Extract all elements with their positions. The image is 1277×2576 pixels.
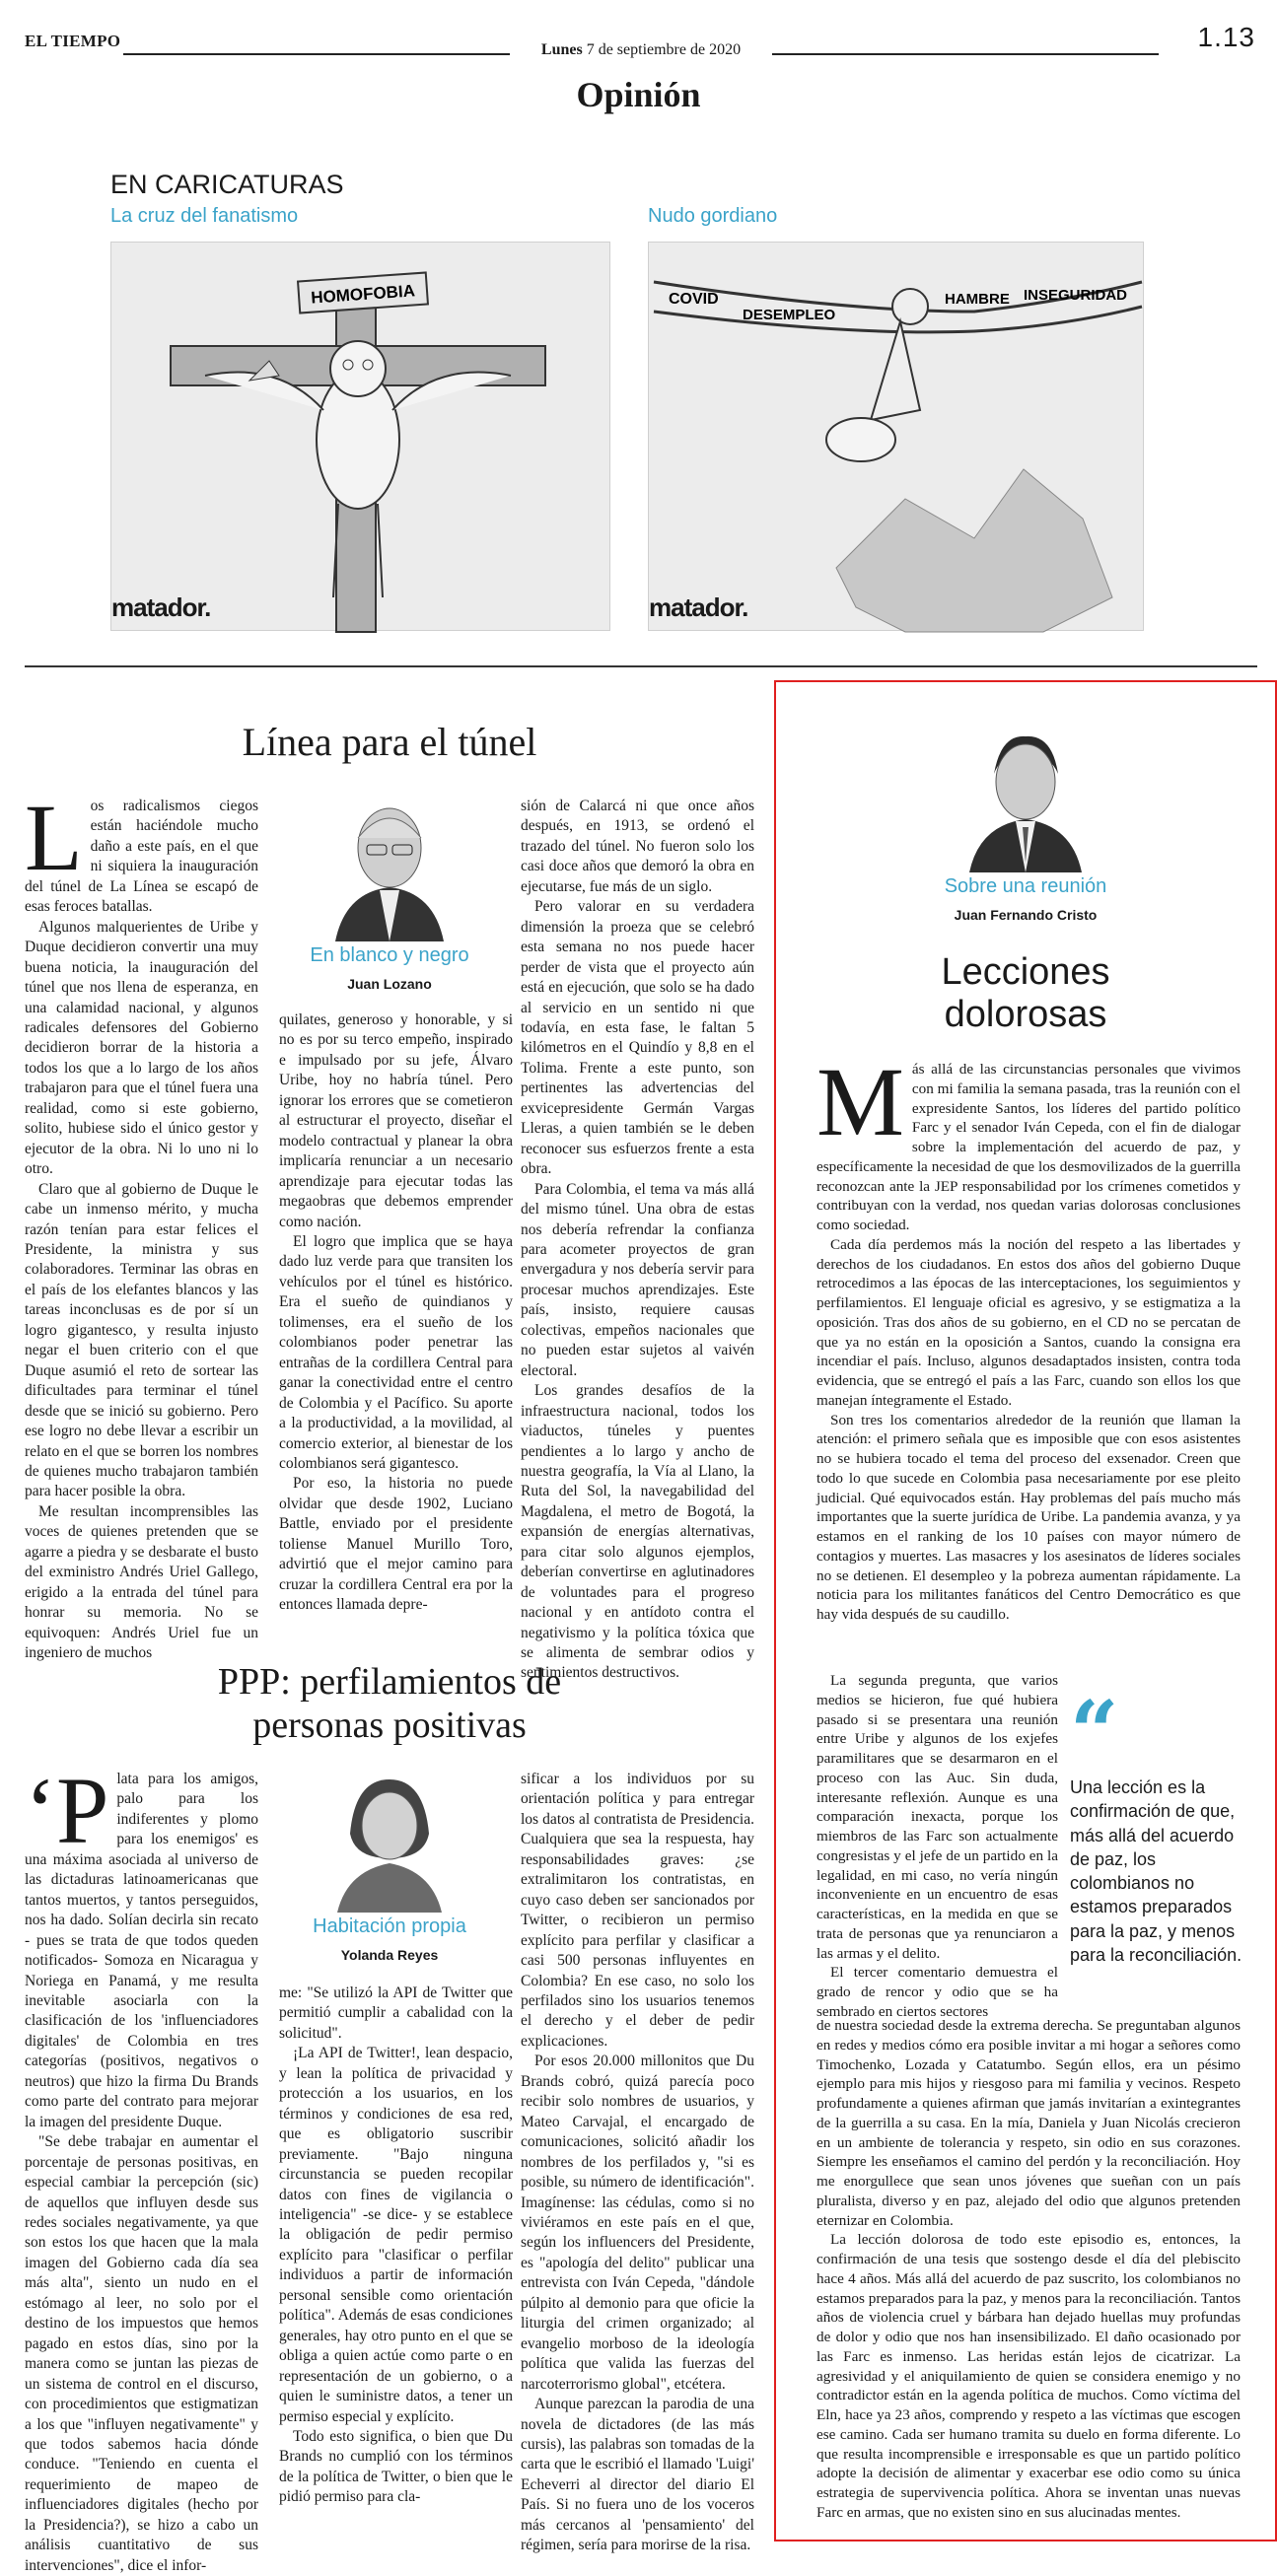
cartoon-word-inseguridad: INSEGURIDAD: [1024, 287, 1128, 304]
article2-paragraph: me: "Se utilizó la API de Twitter que permitió cumplir a cabalidad con la solicitud".: [279, 1984, 513, 2042]
article2-title: [25, 1661, 754, 1747]
article1-column1: [25, 785, 258, 1664]
article3-title: [804, 951, 1247, 1035]
cartoon-word-hambre: HAMBRE: [945, 291, 1010, 308]
article3-paragraph: de nuestra sociedad desde la extrema derecha. Se preguntaban algunos en redes y medios cómo era posible invitar a mi hogar a señores como Timochenko, Lozada y Catatumbo. Según ellos, era un pésimo ejemplo para mis hijos y riesgoso para mi familia y vecinos. Respeto profundamente a quienes afirman que jamás invitarían a exintegrantes de la guerrilla a su casa. En la mía, Daniela y Juan Nicolás crecieron en un ambiente de tolerancia y respeto, sin odio en sus corazones. Siempre les enseñamos el camino del perdón y la reconciliación. Hoy me enorgullece que sean unos jóvenes que sueñan con un país pluralista, diverso y en paz, alejado del odio que algunos pretenden eternizar en Colombia.: [816, 2017, 1241, 2229]
cartoon-right-title: Nudo gordiano: [648, 205, 778, 227]
article1-paragraph: Pero valorar en su verdadera dimensión la proeza que se celebró esta semana no nos puede hacer perder de vista que el proyecto aún está en ejecución, que solo se ha dado al servicio en un sentido ni que todavía, en esta fase, le faltan 5 kilómetros en el Quindío y 8,8 en el Tolima. Frente a este punto, son pertinentes las advertencias del exvicepresidente Germán Vargas Lleras, a quien también se le deben reconocer sus esfuerzos frente a esta obra.: [521, 898, 754, 1178]
section-divider: [25, 665, 1257, 667]
article2-title-line2: personas positivas: [252, 1704, 527, 1746]
article1-title: Línea para el túnel: [242, 720, 537, 764]
cartoon-right-signature: matador.: [649, 592, 748, 622]
pull-quote-text: Una lección es la confirmación de que, más allá del acuerdo de paz, los colombianos no estamos preparados para la paz, y menos para la reconciliación.: [1070, 1777, 1242, 1966]
quote-mark-icon: “: [1070, 1683, 1119, 1782]
article2-paragraph: lata para los amigos, palo para los indiferentes y plomo para los enemigos' es una máxima asociada al universo de las dictaduras latinoamericanas que tantos muertos, y tantos perseguidos, nos ha dado. Solían decirla sin recato - pues se trata de que todos queden notificados- Somoza en Nicaragua y Noriega en Panamá, y me resulta inevitable asociarla con la clasificación de los 'influenciadores digitales' de Colombia en tres categorías (positivos, negativos o neutros) que hizo la firma Du Brands como parte del contrato para mejorar la imagen del presidente Duque.: [25, 1771, 258, 2130]
article1-paragraph: os radicalismos ciegos están haciéndole mucho daño a este país, en el que ni siquiera la inauguración del túnel de La Línea se escapó de esas feroces batallas.: [25, 798, 258, 916]
article3-paragraph: La segunda pregunta, que varios medios se hicieron, fue qué hubiera pasado si se presentara una reunión entre Uribe y algunos de los exjefes paramilitares que se desarmaron en el proceso con las Auc. Sin duda, interesante reflexión. Aunque es una comparación inexacta, porque los miembros de las Farc son actualmente congresistas y el jefe de un partido en la legalidad, en mi caso, no vería ningún inconveniente en un encuentro de esas características, en la medida en que se trata de personas que ya renunciaron a las armas y el delito.: [816, 1672, 1058, 1962]
article1-paragraph: Los grandes desafíos de la infraestructura nacional, todos los viaductos, túneles y puentes pendientes a lo largo y ancho de nuestra geografía, la Vía al Llano, la Ruta del Sol, la navegabilidad del Magdalena, el metro de Bogotá, la expansión de energías alternativas, para citar solo algunos ejemplos, deberían convertirse en aglutinadores de voluntades para el progreso nacional y en antídoto contra el negativismo y la política tóxica que se alimenta de sembrar odios y sentimientos destructivos.: [521, 1382, 754, 1682]
cartoons-heading: EN CARICATURAS: [110, 170, 344, 199]
article1-paragraph: Me resultan incomprensibles las voces de quienes pretenden que se agarre a piedra y se desbarate el busto del exministro Andrés Uriel Gallego, erigido a la entrada del túnel para honrar su memoria. No se equivoquen: Andrés Uriel fue un ingeniero de muchos: [25, 1502, 258, 1662]
article3-title-line2: dolorosas: [944, 993, 1107, 1035]
article1-paragraph: Por eso, la historia no puede olvidar que desde 1902, Luciano Battle, enviado por el presidente toliense Manuel Murillo Toro, advirtió que el mejor camino para cruzar la cordillera Central era por la entonces llamada depre-: [279, 1475, 513, 1614]
article1-paragraph: quilates, generoso y honorable, y si no es por su terco empeño, inspirado e impulsado por su jefe, Álvaro Uribe, hoy no habría túnel. Pero ignorar los errores que se cometieron al estructurar el proyecto, diseñar el modelo contractual y planear la obra implicaría renunciar a un necesario aprendizaje para ejecutar todas las megaobras que debemos emprender como nación.: [279, 1011, 513, 1230]
article2-dropcap: ‘P: [25, 1758, 109, 1863]
cartoon-left-signature: matador.: [111, 592, 211, 622]
article1-paragraph: Para Colombia, el tema va más allá del mismo túnel. Una obra de estas nos debería refrendar la confianza para acometer proyectos de gran envergadura y nos debería servir para procesar muchos aprendizajes. Este país, insisto, requiere causas colectivas, empeños nacionales que no pueden estar sujetos al vaivén electoral.: [521, 1180, 754, 1379]
article1-column3: [521, 797, 754, 1682]
date-text: 7 de septiembre de 2020: [586, 41, 742, 58]
article2-title-line1: PPP: perfilamientos de: [217, 1661, 562, 1703]
date-day: Lunes: [540, 41, 583, 58]
masthead-rule-right: [772, 53, 1159, 55]
article1-dropcap: L: [25, 785, 83, 890]
article2-column1: [25, 1758, 258, 2574]
cartoon-sign: HOMOFOBIA: [310, 281, 416, 308]
masthead: [25, 22, 1257, 58]
cartoon-word-desempleo: DESEMPLEO: [743, 307, 836, 323]
cartoon-right: [648, 242, 1144, 631]
cartoon-word-covid: COVID: [669, 291, 719, 308]
cartoon-left-title: La cruz del fanatismo: [110, 205, 299, 227]
article3-body-top: [816, 1047, 1241, 1671]
article1-column2: [279, 1010, 513, 1664]
author-photo-juan-fernando-cristo: [961, 725, 1090, 872]
article1-author: Juan Lozano: [347, 976, 432, 992]
article3-title-line1: Lecciones: [941, 951, 1110, 993]
article3-column-name: Sobre una reunión: [944, 875, 1107, 897]
cartoon-left: [110, 242, 610, 631]
newspaper-logo: EL TIEMPO: [25, 32, 121, 50]
article3-paragraph: Cada día perdemos más la noción del respeto a las libertades y derechos de los ciudadanos. En estos dos años del gobierno Duque retrocedimos a las épocas de las interceptaciones, los seguimientos y perfilamientos. El lenguaje oficial es agresivo, y se estigmatiza a la oposición. Tras dos años de su gobierno, en el CD no se percatan de que ya no están en la oposición a Santos, cuando la consigna era incendiar el país. Incluso, algunos desadaptados insisten, contra toda evidencia, que se entregó el país a las Farc, cuando son ellos los que manejan íntegramente el Estado.: [816, 1235, 1241, 1409]
article3-paragraph: El tercer comentario demuestra el grado de rencor y odio que se ha sembrado en ciertos sectores: [816, 1964, 1058, 2020]
article2-paragraph: Aunque parezcan la parodia de una novela de dictadores (de las más cursis), las palabras son tomadas de la carta que le escribió el llamado 'Luigi' Echeverri al director del diario El País. Si no fuera uno de los voceros más cercanos al 'pensamiento' del régimen, sería para morirse de la risa.: [521, 2396, 754, 2554]
article2-paragraph: Por esos 20.000 millonitos que Du Brands cobró, quizá parecía poco recibir solo nombres de usuarios, y Mateo Carvajal, el encargado de comunicaciones, solicitó añadir los nombres de los perfilados y, "si es posible, su número de identificación". Imagínense: las cédulas, como si no viviéramos en este país en el que, según los influencers del Presidente, es "apología del delito" publicar una entrevista con Iván Cepeda, "dándole púlpito al demonio para que oficie la liturgia del crimen organizado; al evangelio morboso de la ideología política que valida las fuerzas del narcoterrorismo global", etcétera.: [521, 2053, 754, 2393]
author-photo-yolanda-reyes: [325, 1765, 454, 1913]
article1-paragraph: Algunos malquerientes de Uribe y Duque decidieron convertir una muy buena noticia, la inauguración del túnel que nos llena de esperanza, en una calamidad nacional, y algunos radicales defensores del Gobierno decidieron borrar de la historia a todos los que a lo largo de los años trabajaron para que el túnel fuera una realidad, como si este gobierno, solito, hubiese sido el único gestor y ejecutor de la obra. Ni lo uno ni lo otro.: [25, 918, 258, 1178]
author-photo-juan-lozano: [325, 794, 454, 941]
article3-body-bottom: [816, 2016, 1241, 2537]
article2-paragraph: Todo esto significa, o bien que Du Brands no cumplió con los términos de la política de Twitter, o bien que le pidió permiso para cla-: [279, 2427, 513, 2506]
article3-author: Juan Fernando Cristo: [954, 907, 1098, 923]
dateline: [25, 41, 1257, 59]
article3-dropcap: M: [816, 1047, 904, 1156]
article2-paragraph: sificar a los individuos por su orientación política y para entregar los datos al contratista de Presidencia. Cualquiera que sea la respuesta, hay responsabilidades graves: ¿se extralimitaron los contratistas, en cuyo caso deben ser sancionados por Twitter, o recibieron un permiso explícito para perfilar y clasificar a casi 500 personas influyentes en Colombia? En ese caso, no solo los perfilados sino los usuarios tenemos el derecho y el deber de pedir explicaciones.: [521, 1771, 754, 2050]
article1-paragraph: sión de Calarcá ni que once años después, en 1913, se ordenó el trazado del túnel. No fueron solo los casi doce años que demoró la obra en ejecutarse, fue más de un siglo.: [521, 798, 754, 895]
crucified-figure-illustration: [111, 243, 611, 632]
page-number: 1.13: [1197, 22, 1255, 52]
article1-column-name: En blanco y negro: [310, 944, 469, 966]
article3-paragraph: Son tres los comentarios alrededor de la reunión que llaman la atención: el primero señala que es imposible que con esos asistentes no se hubiera tocado el tema del proceso del exsenador. Creen que todo lo que sucede en Colombia pasa necesariamente por ese pleito judicial. Qué equivocados están. Hay problemas del país mucho más importantes que la suerte jurídica de Uribe. La pandemia avanza, y ya estamos en el ranking de los 10 países con mayor número de contagios y muertes. Las masacres y los asesinatos de líderes sociales no se detienen. El desempleo y la pobreza aumentan rápidamente. La noticia para los militantes fanáticos del Centro Democrático es que hay vida después de su caudillo.: [816, 1411, 1241, 1623]
article3-body-wrap: [816, 1671, 1058, 2020]
gordian-knot-illustration: [649, 243, 1145, 632]
article1-paragraph: El logro que implica que se haya dado luz verde para que transiten los vehículos por el túnel es histórico. Era el sueño de quindianos y tolimenses, era el sueño de los colombianos poder penetrar las entrañas de la cordillera Central para ganar la conectividad entre el centro de Colombia y el Pacífico. Su aporte a la productividad, a la movilidad, al comercio exterior, al bienestar de los colombianos será gigantesco.: [279, 1232, 513, 1472]
article3-paragraph: La lección dolorosa de todo este episodio es, entonces, la confirmación de una tesis que sostengo desde el día del plebiscito hace 4 años. Más allá del acuerdo de paz suscrito, los colombianos no estamos preparados para la paz, y menos para la reconciliación. Tantos años de violencia cruel y bárbara han dejado huellas muy profundas de dolor y odio que nos han insensibilizado. El daño ocasionado por las Farc es inmenso. Las heridas están lejos de cicatrizar. La agresividad y el aniquilamiento de quien se considera enemigo y no contradictor están en la agenda política de muchos. Como víctima del Eln, hace ya 23 años, comprendo y respeto a las víctimas que escogen ese camino. Cada ser humano tramita su duelo en forma diferente. Lo que resulta incomprensible e irresponsable es que un partido político adopte la decisión de alimentar y exacerbar ese odio como su única estrategia de supervivencia política. Ahora se inventan unas nuevas Farc en armas, que no existen sino en sus alucinadas mentes.: [816, 2231, 1241, 2521]
pull-quote: [1070, 1683, 1247, 1967]
article2-column-name: Habitación propia: [313, 1915, 466, 1937]
article2-paragraph: "Se debe trabajar en aumentar el porcentaje de personas positivas, en especial cambiar la percepción (sic) de aquellos que influyen desde sus redes sociales negativamente, ya que son estos los que hacen que la mala imagen del Gobierno cada día sea más alta", siento un nudo en el estómago al leer, no solo por el destino de los impuestos que hemos pagado en estos días, sino por la manera como se juntan las piezas de un sistema de control en el discurso, con procedimientos que estigmatizan a los que "influyen negativamente" y que todos sabemos hacia dónde conduce. "Teniendo en cuenta el requerimiento de mapeo de influenciadores digitales (hecho por la Presidencia?), se hizo a cabo un análisis cuantitativo de sus intervenciones", dice el infor-: [25, 2133, 258, 2574]
article2-paragraph: ¡La API de Twitter!, lean despacio, y lean la política de privacidad y protección a los usuarios, en los términos y condiciones de esa red, que es obligatorio suscribir previamente. "Bajo ninguna circunstancia se pueden recopilar datos con fines de vigilancia o inteligencia" -se dice- y se establece la obligación de pedir permiso explícito para "clasificar o perfilar individuos a partir de información personal sensible como orientación política". Además de esas condiciones generales, hay otro punto en el que se obliga a quien actúe como parte o en representación de un gobierno, o a quien le suministre datos, a tener un permiso especial y explícito.: [279, 2045, 513, 2425]
article3-paragraph: ás allá de las circunstancias personales que vivimos con mi familia la semana pasada, tras la reunión con el expresidente Santos, los líderes del partido político Farc y el senador Iván Cepeda, con el fin de dialogar sobre la implementación del acuerdo de paz, y específicamente la necesidad de que los desmovilizados de la guerrilla reconozcan ante la JEP responsabilidad por los crímenes cometidos y contribuyan con la verdad, nos quedan varias dolorosas conclusiones como sociedad.: [816, 1061, 1241, 1233]
article2-column2: [279, 1984, 513, 2537]
article2-author: Yolanda Reyes: [340, 1947, 439, 1963]
section-title: Opinión: [576, 75, 701, 114]
article1-paragraph: Claro que al gobierno de Duque le cabe un inmenso mérito, y mucha razón tenían para estar felices el Presidente, la ministra y sus colaboradores. Terminar las obras en el país de los elefantes blancos y las tareas inconclusas es de por sí un logro gigantesco, y resulta injusto negar el buen criterio con el que Duque asumió el reto de sortear las dificultades para terminar el túnel desde que se inició su gobierno. Pero ese logro no debe llevar a escribir un relato en el que se borren los nombres de quienes mucho trabajaron también para hacer posible la obra.: [25, 1180, 258, 1500]
article2-column3: [521, 1770, 754, 2554]
